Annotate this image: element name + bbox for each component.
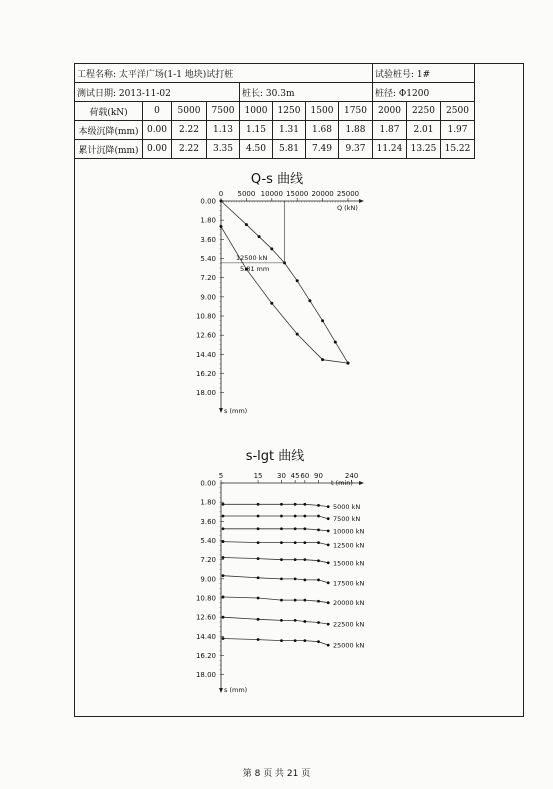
slgt-data-point — [303, 579, 306, 582]
slgt-data-point — [317, 600, 320, 603]
stage-label: 本级沉降(mm) — [75, 121, 143, 140]
diameter-label: 桩径: — [375, 88, 397, 99]
pile-no: 1# — [416, 69, 431, 80]
slgt-x-tick-label: 5 — [218, 472, 224, 480]
slgt-data-point — [303, 599, 306, 602]
cumulative-cell: 4.50 — [240, 140, 273, 159]
slgt-data-point — [294, 558, 297, 561]
qs-y-tick-label: 0.00 — [200, 197, 216, 206]
slgt-y-tick-label: 14.40 — [195, 632, 216, 641]
slgt-data-point — [303, 639, 306, 642]
slgt-data-point — [257, 503, 260, 506]
slgt-data-point — [303, 503, 306, 506]
slgt-data-point — [280, 577, 283, 580]
slgt-data-point — [303, 515, 306, 518]
slgt-data-point — [327, 517, 330, 520]
qs-y-tick-label: 12.60 — [195, 331, 216, 340]
cumulative-cell: 15.22 — [441, 140, 475, 159]
slgt-y-tick-label: 18.00 — [195, 671, 216, 680]
slgt-series-label: 10000 kN — [333, 527, 365, 536]
slgt-y-tick-label: 9.00 — [200, 575, 216, 584]
qs-data-point — [308, 299, 311, 302]
load-label: 荷载(kN) — [75, 102, 143, 121]
stage-cell: 1.15 — [240, 121, 273, 140]
slgt-series-line — [223, 529, 328, 531]
slgt-data-point — [327, 530, 330, 533]
slgt-data-point — [280, 619, 283, 622]
slgt-series-line — [223, 504, 328, 506]
slgt-data-point — [294, 639, 297, 642]
qs-data-point — [245, 223, 248, 226]
slgt-data-point — [222, 515, 225, 518]
cumulative-cell: 5.81 — [273, 140, 306, 159]
load-cell: 1750 — [339, 102, 373, 121]
slgt-y-axis-arrow — [219, 688, 223, 693]
slgt-data-point — [317, 541, 320, 544]
date-label: 测试日期: — [77, 88, 117, 99]
slgt-data-point — [257, 527, 260, 530]
slgt-y-tick-label: 7.20 — [200, 556, 216, 565]
slgt-x-tick-label: 30 — [276, 472, 286, 480]
stage-cell: 1.31 — [273, 121, 306, 140]
stage-cell: 0.00 — [143, 121, 172, 140]
slgt-x-tick-label: 60 — [300, 472, 310, 480]
length-label: 桩长: — [242, 88, 264, 99]
cumulative-label: 累计沉降(mm) — [75, 140, 143, 159]
slgt-y-tick-label: 1.80 — [200, 498, 216, 507]
slgt-data-point — [294, 577, 297, 580]
cumulative-cell: 2.22 — [172, 140, 207, 159]
stage-cell: 1.13 — [207, 121, 240, 140]
stage-cell: 1.68 — [306, 121, 339, 140]
cumulative-cell: 0.00 — [143, 140, 172, 159]
slgt-y-tick-label: 0.00 — [200, 479, 216, 488]
slgt-series-line — [223, 542, 328, 545]
slgt-data-point — [280, 558, 283, 561]
qs-y-tick-label: 16.20 — [195, 370, 216, 379]
slgt-data-point — [303, 558, 306, 561]
slgt-data-point — [257, 638, 260, 641]
qs-x-tick-label: 15000 — [286, 190, 309, 198]
slgt-data-point — [303, 541, 306, 544]
slgt-data-point — [327, 601, 330, 604]
slgt-data-point — [303, 620, 306, 623]
qs-annotation-settlement: 5.81 mm — [240, 264, 270, 273]
test-date: 2013-11-02 — [118, 88, 171, 99]
qs-x-tick-label: 5000 — [237, 190, 256, 198]
slgt-series-line — [223, 597, 328, 603]
slgt-data-point — [222, 596, 225, 599]
cumulative-cell: 11.24 — [373, 140, 407, 159]
qs-y-tick-label: 9.00 — [200, 293, 216, 302]
slgt-series-label: 22500 kN — [333, 620, 365, 629]
slgt-data-point — [257, 515, 260, 518]
slgt-data-point — [280, 541, 283, 544]
cumulative-cell: 3.35 — [207, 140, 240, 159]
slgt-series-line — [223, 617, 328, 624]
load-cell: 0 — [143, 102, 172, 121]
qs-y-axis-arrow — [219, 408, 223, 413]
slgt-series-label: 20000 kN — [333, 599, 365, 608]
cumulative-cell: 7.49 — [306, 140, 339, 159]
page-footer: 第 8 页 共 21 页 — [242, 769, 311, 779]
cumulative-cell: 13.25 — [407, 140, 441, 159]
qs-data-point — [321, 319, 324, 322]
slgt-data-point — [280, 503, 283, 506]
qs-x-axis-arrow — [359, 199, 364, 203]
slgt-data-point — [317, 559, 320, 562]
qs-x-axis-label: Q (kN) — [337, 204, 358, 212]
slgt-data-point — [222, 637, 225, 640]
qs-y-tick-label: 1.80 — [200, 216, 216, 225]
slgt-data-point — [222, 540, 225, 543]
slgt-data-point — [327, 623, 330, 626]
slgt-data-point — [257, 576, 260, 579]
qs-data-point — [347, 362, 350, 365]
slgt-series-line — [223, 576, 328, 583]
slgt-data-point — [317, 640, 320, 643]
slgt-series-line — [223, 516, 328, 519]
slgt-x-axis-label: t (min) — [331, 479, 353, 487]
slgt-data-point — [327, 543, 330, 546]
slgt-series-label: 7500 kN — [333, 515, 361, 524]
slgt-data-point — [327, 581, 330, 584]
slgt-data-point — [294, 619, 297, 622]
pile-no-label: 试验桩号: — [375, 69, 415, 80]
slgt-series-label: 17500 kN — [333, 579, 365, 588]
slgt-series-line — [223, 639, 328, 646]
slgt-y-tick-label: 10.80 — [195, 594, 216, 603]
slgt-y-tick-label: 16.20 — [195, 652, 216, 661]
slgt-y-tick-label: 12.60 — [195, 613, 216, 622]
stage-cell: 1.97 — [441, 121, 475, 140]
project-label: 工程名称: — [77, 69, 117, 80]
slgt-data-point — [280, 515, 283, 518]
slgt-data-point — [317, 504, 320, 507]
stage-cell: 1.88 — [339, 121, 373, 140]
load-cell: 7500 — [207, 102, 240, 121]
qs-y-tick-label: 10.80 — [195, 312, 216, 321]
slgt-y-tick-label: 3.60 — [200, 517, 216, 526]
slgt-data-point — [257, 618, 260, 621]
cumulative-cell: 9.37 — [339, 140, 373, 159]
load-cell: 1250 — [273, 102, 306, 121]
stage-cell: 1.87 — [373, 121, 407, 140]
load-cell: 2250 — [407, 102, 441, 121]
slgt-data-point — [294, 599, 297, 602]
qs-y-tick-label: 7.20 — [200, 274, 216, 283]
project-name: 太平洋广场(1-1 地块)试打桩 — [118, 69, 234, 80]
pile-length: 30.3m — [265, 88, 295, 99]
stage-cell: 2.01 — [407, 121, 441, 140]
load-cell: 1500 — [306, 102, 339, 121]
qs-data-point — [321, 358, 324, 361]
slgt-data-point — [327, 505, 330, 508]
qs-x-tick-label: 10000 — [260, 190, 283, 198]
slgt-data-point — [294, 541, 297, 544]
slgt-data-point — [280, 639, 283, 642]
slgt-data-point — [222, 616, 225, 619]
slgt-x-tick-label: 240 — [344, 472, 359, 480]
slgt-data-point — [317, 621, 320, 624]
qs-data-point — [220, 225, 223, 228]
qs-data-point — [258, 235, 261, 238]
slgt-x-tick-label: 45 — [290, 472, 300, 480]
qs-y-tick-label: 14.40 — [195, 350, 216, 359]
slgt-data-point — [222, 503, 225, 506]
slgt-data-point — [303, 527, 306, 530]
qs-data-point — [270, 247, 273, 250]
slgt-y-tick-label: 5.40 — [200, 537, 216, 546]
pile-diameter: Φ1200 — [398, 88, 430, 99]
slgt-data-point — [317, 579, 320, 582]
slgt-data-point — [327, 644, 330, 647]
slgt-data-point — [280, 599, 283, 602]
qs-x-tick-label: 0 — [218, 190, 224, 198]
load-cell: 5000 — [172, 102, 207, 121]
slgt-data-point — [222, 527, 225, 530]
slgt-data-point — [327, 561, 330, 564]
slgt-series-label: 5000 kN — [333, 503, 361, 512]
slgt-data-point — [257, 541, 260, 544]
slgt-data-point — [257, 557, 260, 560]
slgt-data-point — [317, 515, 320, 518]
slgt-data-point — [222, 574, 225, 577]
qs-data-point — [270, 302, 273, 305]
slgt-data-point — [294, 527, 297, 530]
slgt-y-axis-label: s (mm) — [224, 686, 248, 694]
slgt-chart-title: s-lgt 曲线 — [245, 449, 305, 464]
qs-x-tick-label: 20000 — [311, 190, 334, 198]
qs-y-tick-label: 18.00 — [195, 389, 216, 398]
slgt-x-tick-label: 90 — [314, 472, 323, 480]
qs-data-point — [220, 200, 223, 203]
slgt-data-point — [294, 515, 297, 518]
qs-data-point — [296, 279, 299, 282]
slgt-series-label: 15000 kN — [333, 559, 365, 568]
qs-y-tick-label: 5.40 — [200, 255, 216, 264]
qs-y-tick-label: 3.60 — [200, 235, 216, 244]
load-cell: 2000 — [373, 102, 407, 121]
load-cell: 1000 — [240, 102, 273, 121]
slgt-x-axis-arrow — [359, 481, 364, 485]
qs-annotation-load: 12500 kN — [236, 253, 268, 262]
slgt-data-point — [257, 597, 260, 600]
qs-x-tick-label: 25000 — [336, 190, 360, 198]
stage-cell: 2.22 — [172, 121, 207, 140]
qs-data-point — [334, 341, 337, 344]
load-cell: 2500 — [441, 102, 475, 121]
slgt-series-line — [223, 558, 328, 563]
qs-y-axis-label: s (mm) — [224, 407, 248, 415]
slgt-series-label: 25000 kN — [333, 641, 365, 650]
slgt-data-point — [317, 528, 320, 531]
slgt-series-label: 12500 kN — [333, 541, 365, 550]
slgt-data-point — [222, 556, 225, 559]
slgt-data-point — [280, 527, 283, 530]
slgt-data-point — [294, 503, 297, 506]
slgt-x-tick-label: 15 — [253, 472, 263, 480]
qs-data-point — [296, 333, 299, 336]
qs-chart-title: Q-s 曲线 — [250, 172, 304, 187]
